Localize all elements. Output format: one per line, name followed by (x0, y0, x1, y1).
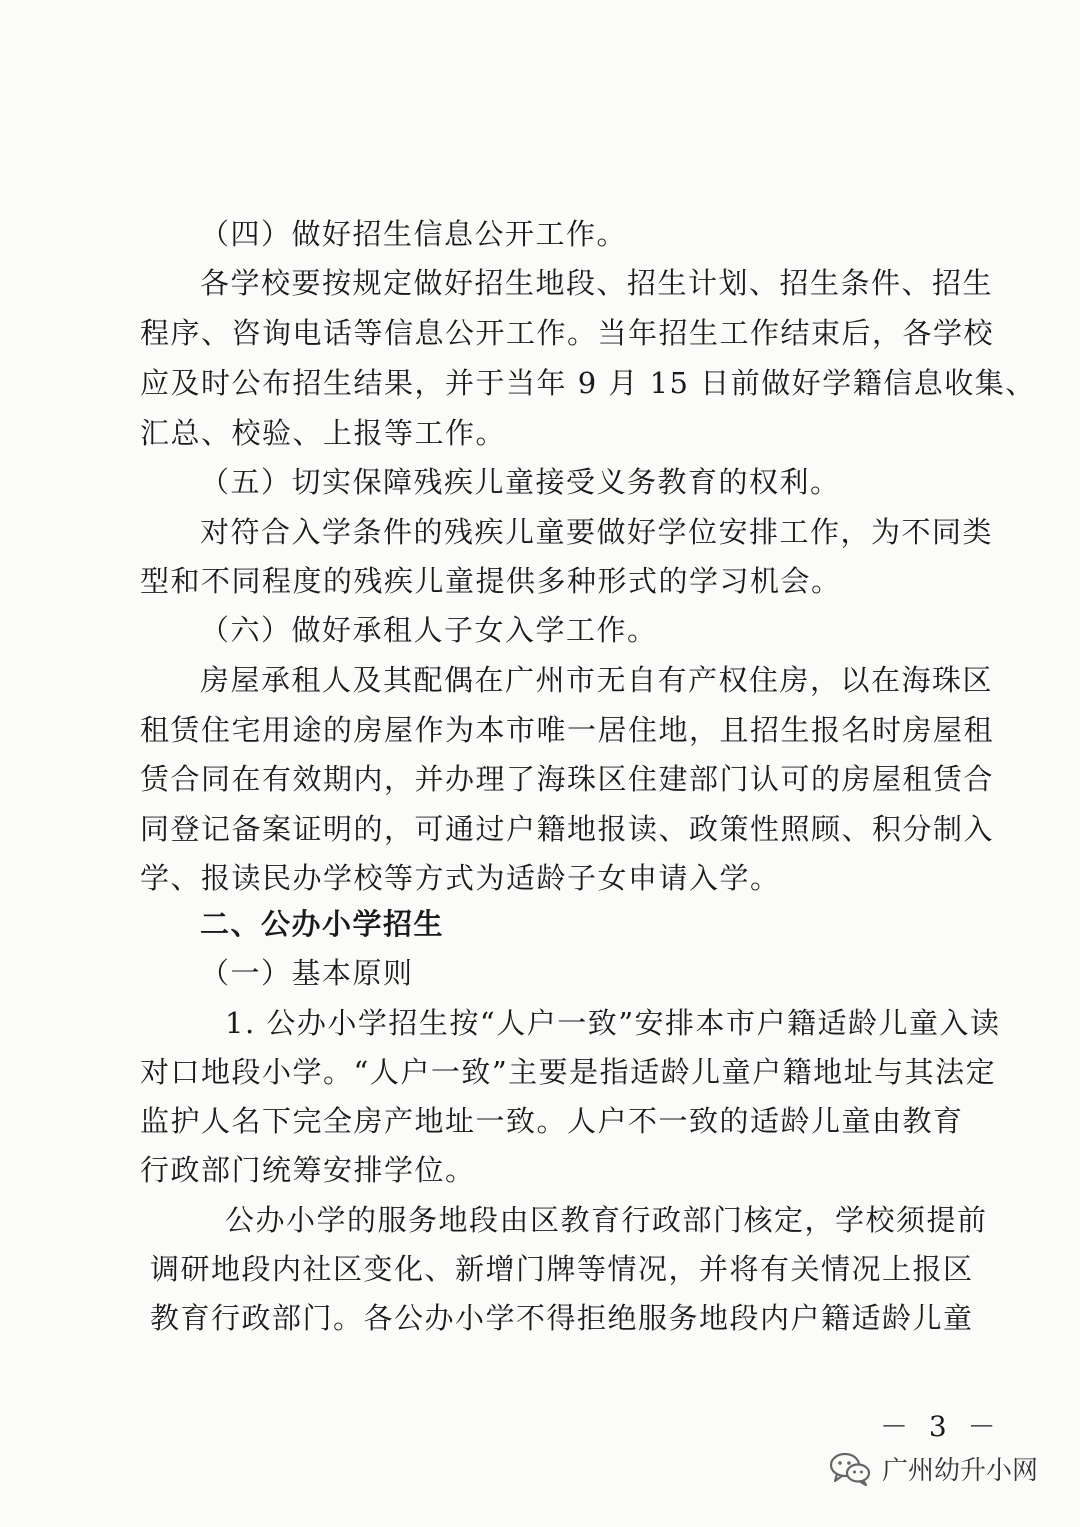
wechat-icon (828, 1451, 872, 1487)
chapter-heading: 二、公办小学招生 (200, 907, 445, 941)
subsection-heading: （一）基本原则 (200, 956, 414, 990)
paragraph-line: 同登记备案证明的，可通过户籍地报读、政策性照顾、积分制入 (140, 812, 995, 846)
section-heading-4: （四）做好招生信息公开工作。 (200, 217, 628, 251)
paragraph-line: 调研地段内社区变化、新增门牌等情况，并将有关情况上报区 (150, 1252, 974, 1286)
paragraph-line: 1. 公办小学招生按“人户一致”安排本市户籍适龄儿童入读 (225, 1006, 1001, 1040)
paragraph-line: 各学校要按规定做好招生地段、招生计划、招生条件、招生 (200, 266, 994, 300)
paragraph-line: 应及时公布招生结果，并于当年 9 月 15 日前做好学籍信息收集、 (140, 366, 1036, 400)
paragraph-line: 监护人名下完全房产地址一致。人户不一致的适龄儿童由教育 (140, 1104, 964, 1138)
paragraph-line: 对口地段小学。“人户一致”主要是指适龄儿童户籍地址与其法定 (140, 1055, 997, 1089)
paragraph-line: 对符合入学条件的残疾儿童要做好学位安排工作，为不同类 (200, 515, 994, 549)
watermark-text: 广州幼升小网 (882, 1456, 1039, 1486)
paragraph-line: 教育行政部门。各公办小学不得拒绝服务地段内户籍适龄儿童 (150, 1301, 974, 1335)
section-heading-5: （五）切实保障残疾儿童接受义务教育的权利。 (200, 465, 841, 499)
paragraph-line: 学、报读民办学校等方式为适龄子女申请入学。 (140, 861, 781, 895)
watermark (828, 1450, 1038, 1487)
page-number: － 3 － (880, 1410, 1002, 1443)
section-heading-6: （六）做好承租人子女入学工作。 (200, 613, 658, 647)
paragraph-line: 公办小学的服务地段由区教育行政部门核定，学校须提前 (225, 1203, 988, 1237)
paragraph-line: 赁合同在有效期内，并办理了海珠区住建部门认可的房屋租赁合 (140, 762, 995, 796)
paragraph-line: 程序、咨询电话等信息公开工作。当年招生工作结束后，各学校 (140, 316, 995, 350)
paragraph-line: 行政部门统筹安排学位。 (140, 1153, 476, 1187)
paragraph-line: 租赁住宅用途的房屋作为本市唯一居住地，且招生报名时房屋租 (140, 713, 995, 747)
paragraph-line: 房屋承租人及其配偶在广州市无自有产权住房，以在海珠区 (200, 663, 994, 697)
paragraph-line: 汇总、校验、上报等工作。 (140, 416, 507, 450)
paragraph-line: 型和不同程度的残疾儿童提供多种形式的学习机会。 (140, 564, 842, 598)
